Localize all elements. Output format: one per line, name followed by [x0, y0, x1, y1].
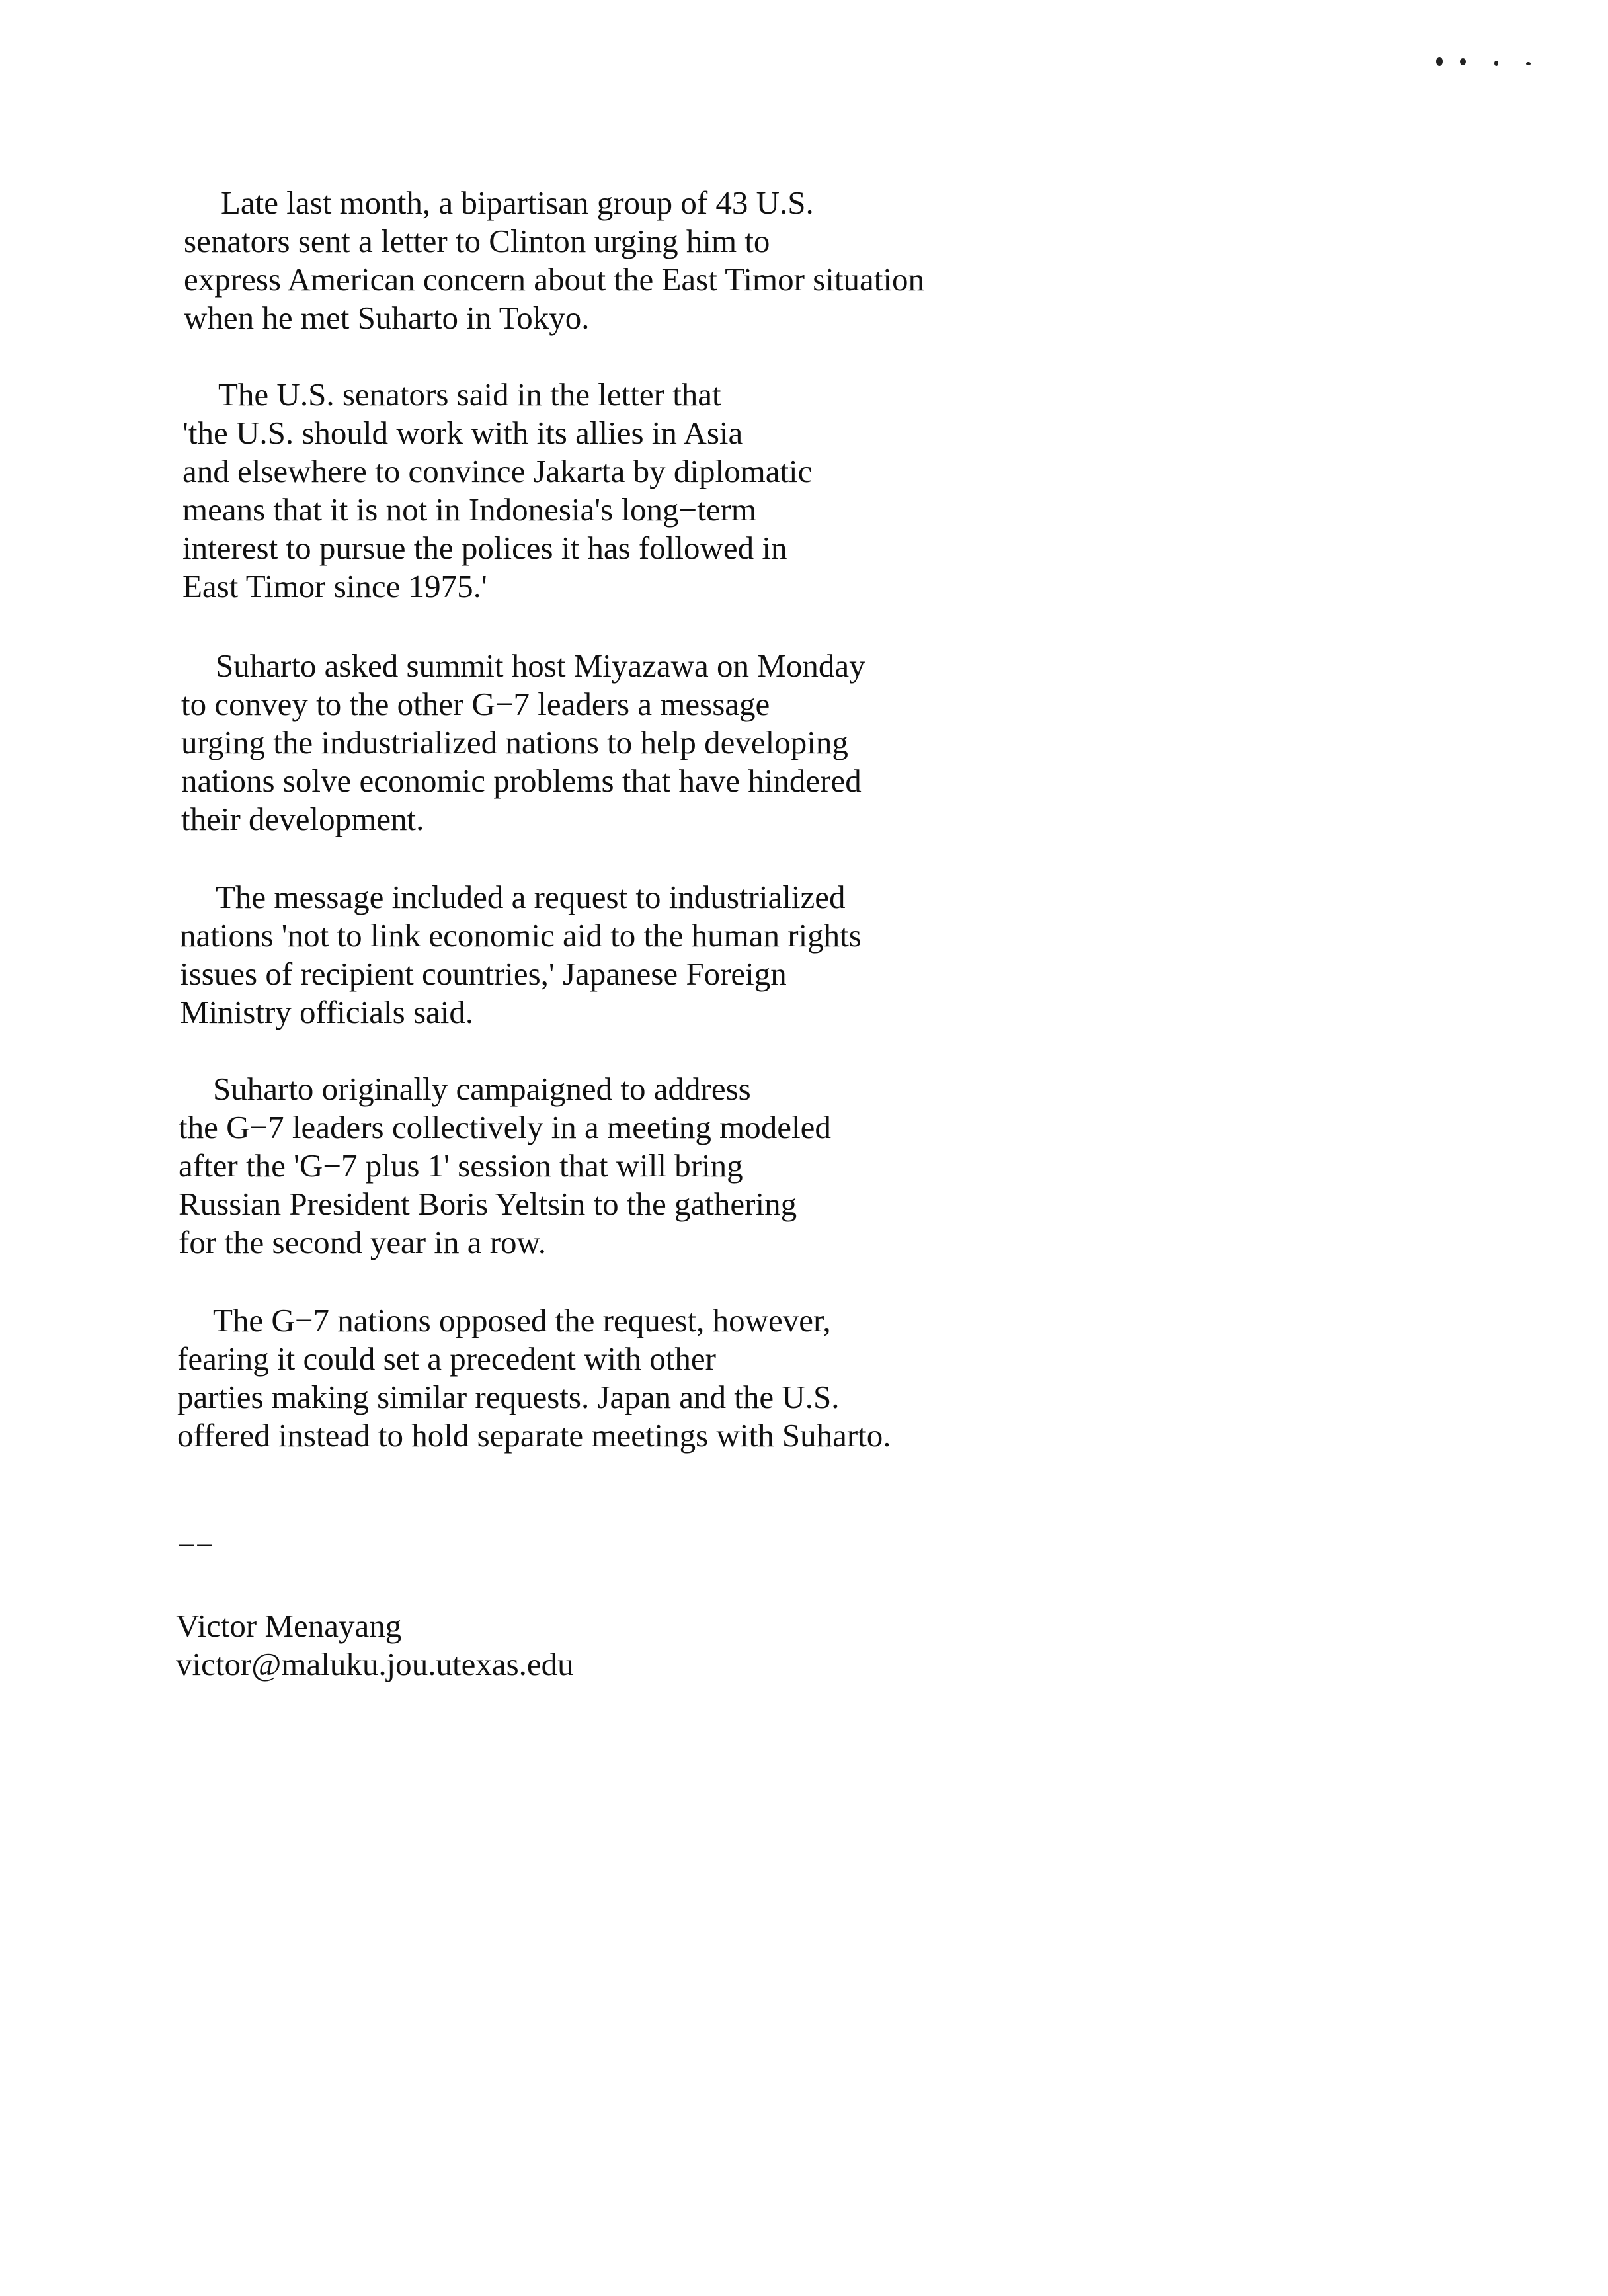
text-line: Late last month, a bipartisan group of 43 U.S.: [221, 184, 814, 221]
text-line: senators sent a letter to Clinton urging him to: [184, 223, 770, 259]
text-line: their development.: [181, 801, 424, 837]
signature-email[interactable]: victor@maluku.jou.utexas.edu: [176, 1646, 574, 1682]
scan-speck: [1526, 62, 1531, 65]
text-line: fearing it could set a precedent with other: [177, 1340, 716, 1377]
text-line: Russian President Boris Yeltsin to the gathering: [179, 1186, 797, 1222]
text-line: express American concern about the East Timor situation: [184, 261, 924, 298]
text-line: nations 'not to link economic aid to the human rights: [180, 917, 862, 954]
paragraph-1: [0, 184, 1058, 337]
text-line: and elsewhere to convince Jakarta by diplomatic: [182, 453, 813, 489]
scan-speck: [1460, 58, 1466, 65]
text-line: The U.S. senators said in the letter that: [218, 376, 721, 413]
text-line: when he met Suharto in Tokyo.: [184, 300, 590, 336]
text-line: The G−7 nations opposed the request, however,: [213, 1302, 831, 1338]
paragraph-6: [0, 1301, 1058, 1455]
paragraph-3: [0, 647, 1058, 839]
paragraph-4: [0, 878, 1058, 1032]
text-line: East Timor since 1975.': [182, 568, 487, 604]
text-line: parties making similar requests. Japan and the U.S.: [177, 1379, 840, 1415]
text-line: for the second year in a row.: [179, 1224, 547, 1260]
paragraph-2: [0, 376, 1058, 606]
scan-speck: [1494, 61, 1498, 66]
scan-speck: [1436, 57, 1443, 66]
paragraph-5: [0, 1070, 1058, 1262]
scan-specks: [1436, 54, 1548, 74]
text-line: means that it is not in Indonesia's long−term: [182, 491, 756, 528]
text-line: Suharto originally campaigned to address: [213, 1071, 751, 1107]
text-line: Suharto asked summit host Miyazawa on Monday: [216, 647, 865, 684]
signature-name: Victor Menayang: [176, 1608, 402, 1644]
signature-separator: −−: [177, 1527, 214, 1563]
text-line: offered instead to hold separate meetings with Suharto.: [177, 1417, 891, 1454]
text-line: 'the U.S. should work with its allies in Asia: [182, 415, 743, 451]
text-line: interest to pursue the polices it has followed in: [182, 530, 787, 566]
text-line: issues of recipient countries,' Japanese Foreign: [180, 956, 787, 992]
text-line: after the 'G−7 plus 1' session that will bring: [179, 1147, 743, 1184]
text-line: the G−7 leaders collectively in a meeting modeled: [179, 1109, 831, 1145]
text-line: nations solve economic problems that have hindered: [181, 762, 862, 799]
text-line: to convey to the other G−7 leaders a message: [181, 686, 770, 722]
text-line: urging the industrialized nations to help developing: [181, 724, 848, 760]
text-line: Ministry officials said.: [180, 994, 474, 1030]
text-line: The message included a request to industrialized: [216, 879, 846, 915]
